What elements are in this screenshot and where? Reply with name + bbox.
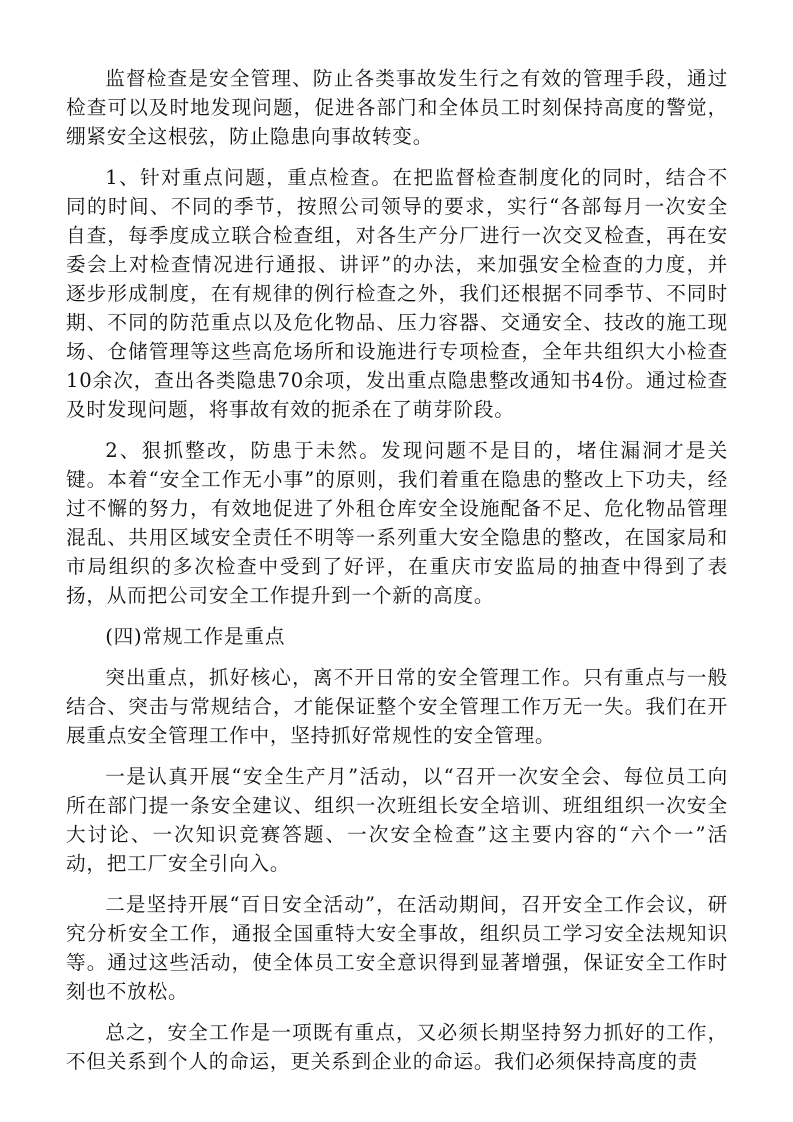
paragraph-key-inspection: 1、针对重点问题，重点检查。在把监督检查制度化的同时，结合不同的时间、不同的季节，按照公司领导的要求，实行“各部每月一次安全自查，每季度成立联合检查组，对各生产分厂进行一次交叉检查，再在安委会上对检查情况进行通报、讲评”的办法，来加强安全检查的力度，并逐步形成制度，在有规律的例行检查之外，我们还根据不同季节、不同时期、不同的防范重点以及危化物品、压力容器、交通安全、技改的施工现场、仓储管理等这些高危场所和设施进行专项检查，全年共组织大小检查10余次，查出各类隐患70余项，发出重点隐患整改通知书4份。通过检查及时发现问题，将事故有效的扼杀在了萌芽阶段。 bbox=[66, 166, 728, 421]
paragraph-routine-management: 突出重点，抓好核心，离不开日常的安全管理工作。只有重点与一般结合、突击与常规结合，才能保证整个安全管理工作万无一失。我们在开展重点安全管理工作中，坚持抓好常规性的安全管理。 bbox=[66, 666, 728, 747]
paragraph-safety-month: 一是认真开展“安全生产月”活动，以“召开一次安全会、每位员工向所在部门提一条安全建议、组织一次班组长安全培训、班组组织一次安全大讨论、一次知识竞赛答题、一次安全检查”这主要内容的“六个一”活动，把工厂安全引向入。 bbox=[66, 765, 728, 875]
paragraph-conclusion: 总之，安全工作是一项既有重点，又必须长期坚持努力抓好的工作，不但关系到个人的命运，更关系到企业的命运。我们必须保持高度的责 bbox=[66, 1021, 728, 1073]
document-page bbox=[66, 64, 728, 1088]
paragraph-hundred-days: 二是坚持开展“百日安全活动”，在活动期间，召开安全工作会议，研究分析安全工作，通报全国重特大安全事故，组织员工学习安全法规知识等。通过这些活动，使全体员工安全意识得到显著增强，保证安全工作时刻也不放松。 bbox=[66, 893, 728, 1003]
paragraph-supervision-intro: 监督检查是安全管理、防止各类事故发生行之有效的管理手段，通过检查可以及时地发现问题，促进各部门和全体员工时刻保持高度的警觉，绷紧安全这根弦，防止隐患向事故转变。 bbox=[66, 67, 728, 148]
section-heading-routine-work: (四)常规工作是重点 bbox=[105, 625, 286, 648]
paragraph-rectification: 2、狠抓整改，防患于未然。发现问题不是目的，堵住漏洞才是关键。本着“安全工作无小事”的原则，我们着重在隐患的整改上下功夫，经过不懈的努力，有效地促进了外租仓库安全设施配备不足、危化物品管理混乱、共用区域安全责任不明等一系列重大安全隐患的整改，在国家局和市局组织的多次检查中受到了好评，在重庆市安监局的抽查中得到了表扬，从而把公司安全工作提升到一个新的高度。 bbox=[66, 439, 728, 607]
